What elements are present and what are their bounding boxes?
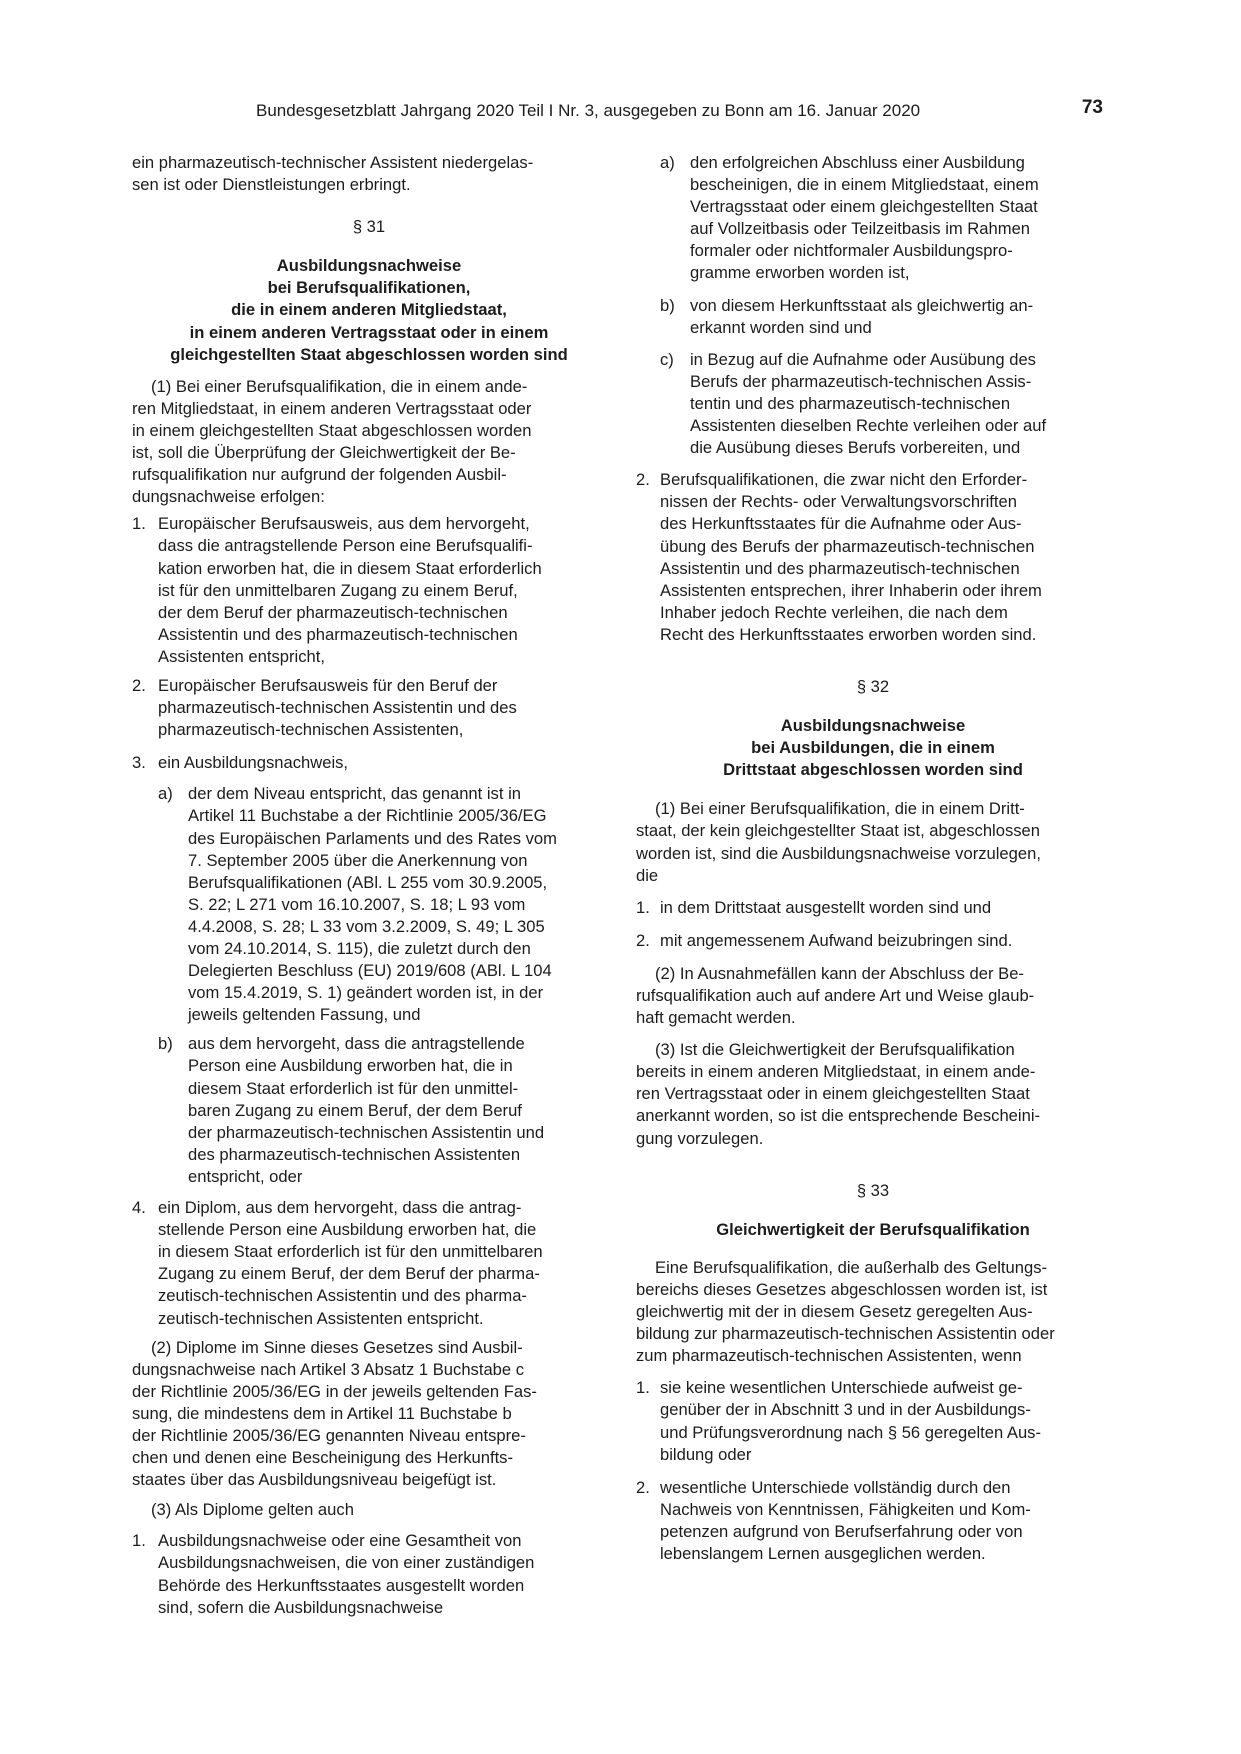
text-line: ist für den unmittelbaren Zugang zu einem Beruf, [158, 580, 518, 600]
text-line: die Ausübung dieses Berufs vorbereiten, und [690, 438, 1021, 458]
text-line: Europäischer Berufsausweis für den Beruf der [158, 675, 498, 695]
page-header [0, 97, 1241, 126]
text-line: Berufsqualifikationen (ABl. L 255 vom 30.9.2005, [188, 872, 548, 892]
item-text [690, 152, 1110, 285]
section-32-para-1 [636, 798, 1110, 886]
text-line: in einem gleichgestellten Staat abgeschlossen worden [132, 420, 532, 440]
item-number: 1. [132, 1531, 146, 1551]
section-33-item-1 [636, 1377, 1110, 1465]
text-line: des Herkunftsstaates für die Aufnahme oder Aus- [660, 514, 1022, 534]
item-number: 1. [636, 897, 650, 917]
item-letter: b) [660, 295, 675, 315]
left-column [132, 152, 606, 1619]
section-31-item-3 [132, 752, 606, 774]
text-line: Berufsqualifikationen, die zwar nicht den Erforder- [660, 470, 1028, 490]
text-line: tentin und des pharmazeutisch-technischen [690, 393, 1011, 413]
text-line: wesentliche Unterschiede vollständig durch den [660, 1477, 1011, 1497]
text-line: Inhaber jedoch Rechte verleihen, die nach dem [660, 602, 1008, 622]
text-line: (1) Bei einer Berufsqualifikation, die in einem ande- [151, 376, 528, 396]
text-line: bei Ausbildungen, die in einem [751, 738, 995, 758]
section-31-para-3-item-2 [636, 469, 1110, 646]
item-number: 2. [636, 470, 650, 490]
text-line: kation erworben hat, die in diesem Staat erforderlich [158, 558, 542, 578]
item-letter: b) [158, 1034, 173, 1054]
text-line: vom 15.4.2019, S. 1) geändert worden ist, in der [188, 983, 544, 1003]
text-line: bildung zur pharmazeutisch-technischen Assistentin oder [636, 1324, 1055, 1344]
text-line: genüber der in Abschnitt 3 und in der Ausbildungs- [660, 1400, 1031, 1420]
text-line: 4.4.2008, S. 28; L 33 vom 3.2.2009, S. 49; L 305 [188, 916, 545, 936]
text-line: zeutisch-technischen Assistenten entspricht. [158, 1308, 484, 1328]
text-line: gleichwertig mit der in diesem Gesetz geregelten Aus- [636, 1302, 1033, 1322]
text-line: rufsqualifikation nur aufgrund der folgenden Ausbil- [132, 465, 507, 485]
text-line: Person eine Ausbildung erworben hat, die in [188, 1056, 513, 1076]
text-line: S. 22; L 271 vom 16.10.2007, S. 18; L 93 vom [188, 894, 526, 914]
section-32-number: § 32 [856, 676, 890, 696]
item-letter: a) [660, 153, 675, 172]
section-31-para-3: (3) Als Diplome gelten auch [151, 1500, 354, 1520]
text-line: Assistentin und des pharmazeutisch-technischen [660, 558, 1020, 578]
text-line: Assistenten entsprechen, ihrer Inhaberin oder ihrem [660, 580, 1042, 600]
text-line: bereits in einem anderen Mitgliedstaat, in einem ande- [636, 1062, 1036, 1082]
text-line: zum pharmazeutisch-technischen Assistenten, wenn [636, 1346, 1022, 1366]
text-line: der Richtlinie 2005/36/EG genannten Niveau entspre- [132, 1425, 526, 1445]
page-number: 73 [1081, 97, 1103, 118]
text-line: (2) In Ausnahmefällen kann der Abschluss der Be- [655, 963, 1024, 983]
text-line: ist, soll die Überprüfung der Gleichwertigkeit der Be- [132, 443, 516, 463]
text-line: ein pharmazeutisch-technischer Assistent niedergelas- [132, 153, 534, 172]
text-line: chen und denen eine Bescheinigung des Herkunfts- [132, 1448, 513, 1468]
text-line: Ausbildungsnachweise oder eine Gesamtheit von [158, 1531, 522, 1551]
text-line: 7. September 2005 über die Anerkennung von [188, 850, 528, 870]
section-32-title [636, 715, 1110, 781]
text-line: bescheinigen, die in einem Mitgliedstaat, einem [690, 175, 1039, 195]
item-text [660, 1477, 1110, 1565]
text-line: lebenslangem Lernen ausgeglichen werden. [660, 1543, 986, 1563]
text-line: gramme erworben worden ist, [690, 263, 910, 283]
text-line: pharmazeutisch-technischen Assistenten, [158, 720, 464, 740]
text-line: formaler oder nichtformaler Ausbildungspro- [690, 241, 1013, 261]
text-line: staates über das Ausbildungsniveau beigefügt ist. [132, 1470, 497, 1490]
text-line: auf Vollzeitbasis oder Teilzeitbasis im Rahmen [690, 219, 1031, 239]
text-line: ren Mitgliedstaat, in einem anderen Vertragsstaat oder [132, 398, 532, 418]
section-32-para-3 [636, 1039, 1110, 1149]
item-text [660, 897, 1110, 919]
running-head: Bundesgesetzblatt Jahrgang 2020 Teil I Nr. 3, ausgegeben zu Bonn am 16. Januar 2020 [256, 101, 921, 120]
text-line: die in einem anderen Mitgliedstaat, [231, 300, 507, 320]
section-32-item-1 [636, 897, 1110, 919]
item-letter: a) [158, 784, 173, 804]
section-31-item-2 [132, 675, 606, 741]
text-line: (1) Bei einer Berufsqualifikation, die in einem Dritt- [655, 799, 1025, 819]
text-line: den erfolgreichen Abschluss einer Ausbildung [690, 153, 1025, 172]
text-line: bereichs dieses Gesetzes abgeschlossen worden ist, ist [636, 1279, 1048, 1299]
text-line: Assistentin und des pharmazeutisch-technischen [158, 624, 518, 644]
section-31-item-1 [132, 513, 606, 668]
text-line: in diesem Staat erforderlich ist für den unmittelbaren [158, 1242, 543, 1262]
text-line: sind, sofern die Ausbildungsnachweise [158, 1597, 444, 1617]
section-31-para-1 [132, 376, 606, 509]
text-line: in einem anderen Vertragsstaat oder in einem [189, 322, 549, 342]
item-text [660, 1377, 1110, 1465]
item-text [690, 349, 1110, 459]
section-33-item-2 [636, 1477, 1110, 1565]
text-line: ein Diplom, aus dem hervorgeht, dass die antrag- [158, 1198, 522, 1218]
text-line: gung vorzulegen. [636, 1128, 764, 1148]
text-line: des pharmazeutisch-technischen Assistenten [188, 1144, 521, 1164]
text-line: Delegierten Beschluss (EU) 2019/608 (ABl. L 104 [188, 961, 552, 981]
text-line: baren Zugang zu einem Beruf, der dem Beruf [188, 1100, 522, 1120]
section-33-number: § 33 [856, 1180, 890, 1200]
item-text [158, 1530, 606, 1618]
text-line: vom 24.10.2014, S. 115), die zuletzt durch den [188, 939, 531, 958]
text-line: von diesem Herkunftsstaat als gleichwertig an- [690, 295, 1034, 315]
text-line: Drittstaat abgeschlossen worden sind [723, 760, 1023, 780]
text-line: Assistenten entspricht, [158, 646, 325, 666]
text-line: dass die antragstellende Person eine Berufsqualifi- [158, 536, 533, 556]
text-line: Ausbildungsnachweisen, die von einer zuständigen [158, 1553, 535, 1573]
item-text [690, 295, 1110, 339]
text-line: in Bezug auf die Aufnahme oder Ausübung des [690, 349, 1036, 369]
section-31-item-4 [132, 1197, 606, 1330]
item-number: 3. [132, 753, 146, 773]
section-31-number: § 31 [352, 217, 386, 237]
item-text [158, 1197, 606, 1330]
text-line: anerkannt worden, so ist die entsprechende Bescheini- [636, 1106, 1041, 1126]
text-line: dungsnachweise erfolgen: [132, 487, 325, 507]
item-text [188, 1033, 606, 1188]
text-line: worden ist, sind die Ausbildungsnachweise vorzulegen, [636, 843, 1041, 863]
section-31-para-3-item-1c [636, 349, 1110, 459]
text-line: sie keine wesentlichen Unterschiede aufweist ge- [660, 1378, 1023, 1398]
text-line: bei Berufsqualifikationen, [267, 278, 471, 298]
text-line: Recht des Herkunftsstaates erworben worden sind. [660, 624, 1037, 644]
text-line: nissen der Rechts- oder Verwaltungsvorschriften [660, 492, 1017, 512]
text-line: sung, die mindestens dem in Artikel 11 Buchstabe b [132, 1403, 512, 1423]
text-line: ein Ausbildungsnachweis, [158, 753, 349, 773]
text-line: pharmazeutisch-technischen Assistentin und des [158, 698, 517, 718]
item-text [158, 675, 606, 741]
item-number: 2. [636, 1477, 650, 1497]
text-line: aus dem hervorgeht, dass die antragstellende [188, 1034, 525, 1054]
section-31-title [132, 255, 606, 365]
text-line: dungsnachweise nach Artikel 3 Absatz 1 Buchstabe c [132, 1359, 525, 1379]
text-line: jeweils geltenden Fassung, und [188, 1005, 421, 1025]
text-line: mit angemessenem Aufwand beizubringen sind. [660, 930, 1013, 950]
text-line: gleichgestellten Staat abgeschlossen worden sind [170, 344, 568, 364]
text-line: sen ist oder Dienstleistungen erbringt. [132, 175, 411, 195]
text-line: Vertragsstaat oder einem gleichgestellten Staat [690, 197, 1038, 217]
section-31-para-3-item-1b [636, 295, 1110, 339]
section-32-item-2 [636, 930, 1110, 952]
item-text [660, 930, 1110, 952]
text-line: Artikel 11 Buchstabe a der Richtlinie 2005/36/EG [188, 806, 547, 826]
text-line: des Europäischen Parlaments und des Rates vom [188, 828, 557, 848]
text-line: Ausbildungsnachweise [780, 716, 966, 736]
text-line: Berufs der pharmazeutisch-technischen Assis- [690, 371, 1032, 391]
continuation-paragraph [132, 152, 606, 196]
text-line: (2) Diplome im Sinne dieses Gesetzes sind Ausbil- [151, 1337, 523, 1357]
text-line: der dem Beruf der pharmazeutisch-technischen [158, 602, 508, 622]
text-line: bildung oder [660, 1444, 752, 1464]
item-text [158, 752, 606, 774]
item-number: 1. [636, 1378, 650, 1398]
section-31-para-2 [132, 1337, 606, 1492]
text-line: die [636, 865, 659, 885]
item-text [158, 513, 606, 668]
text-line: der dem Niveau entspricht, das genannt ist in [188, 784, 521, 804]
text-line: der Richtlinie 2005/36/EG in der jeweils geltenden Fas- [132, 1381, 537, 1401]
text-line: ren Vertragsstaat oder in einem gleichgestellten Staat [636, 1084, 1030, 1104]
text-line: der pharmazeutisch-technischen Assistentin und [188, 1122, 545, 1142]
text-line: erkannt worden sind und [690, 317, 872, 337]
right-column [636, 152, 1110, 1565]
text-line: Zugang zu einem Beruf, der dem Beruf der pharma- [158, 1264, 540, 1284]
text-line: und Prüfungsverordnung nach § 56 geregelten Aus- [660, 1422, 1042, 1442]
item-number: 2. [636, 930, 650, 950]
text-line: diesem Staat erforderlich ist für den unmittel- [188, 1078, 519, 1098]
text-line: haft gemacht werden. [636, 1008, 796, 1028]
text-line: stellende Person eine Ausbildung erworben hat, die [158, 1220, 537, 1240]
text-line: staat, der kein gleichgestellter Staat ist, abgeschlossen [636, 821, 1041, 841]
text-line: (3) Ist die Gleichwertigkeit der Berufsqualifikation [655, 1040, 1015, 1060]
item-text [188, 783, 606, 1026]
text-line: Eine Berufsqualifikation, die außerhalb des Geltungs- [655, 1257, 1048, 1277]
text-line: Ausbildungsnachweise [276, 256, 462, 276]
item-number: 4. [132, 1198, 146, 1218]
text-line: rufsqualifikation auch auf andere Art und Weise glaub- [636, 986, 1035, 1005]
section-33-para [636, 1257, 1110, 1367]
item-letter: c) [660, 349, 674, 369]
item-number: 2. [132, 675, 146, 695]
section-33-title: Gleichwertigkeit der Berufsqualifikation [716, 1219, 1030, 1239]
text-line: Assistenten dieselben Rechte verleihen oder auf [690, 416, 1047, 436]
item-text [660, 469, 1110, 646]
text-line: zeutisch-technischen Assistentin und des pharma- [158, 1286, 527, 1306]
section-31-para-3-item-1a [636, 152, 1110, 285]
section-31-item-3a [132, 783, 606, 1026]
section-31-item-3b [132, 1033, 606, 1188]
text-line: Europäischer Berufsausweis, aus dem hervorgeht, [158, 514, 530, 534]
text-line: in dem Drittstaat ausgestellt worden sind und [660, 897, 992, 917]
item-number: 1. [132, 514, 146, 534]
section-32-para-2 [636, 963, 1110, 1029]
text-line: petenzen aufgrund von Berufserfahrung oder von [660, 1521, 1023, 1541]
text-line: Nachweis von Kenntnissen, Fähigkeiten und Kom- [660, 1499, 1031, 1519]
text-line: übung des Berufs der pharmazeutisch-technischen [660, 536, 1035, 556]
text-line: entspricht, oder [188, 1166, 303, 1186]
section-31-para-3-item-1 [132, 1530, 606, 1618]
text-line: Behörde des Herkunftsstaates ausgestellt worden [158, 1575, 525, 1595]
